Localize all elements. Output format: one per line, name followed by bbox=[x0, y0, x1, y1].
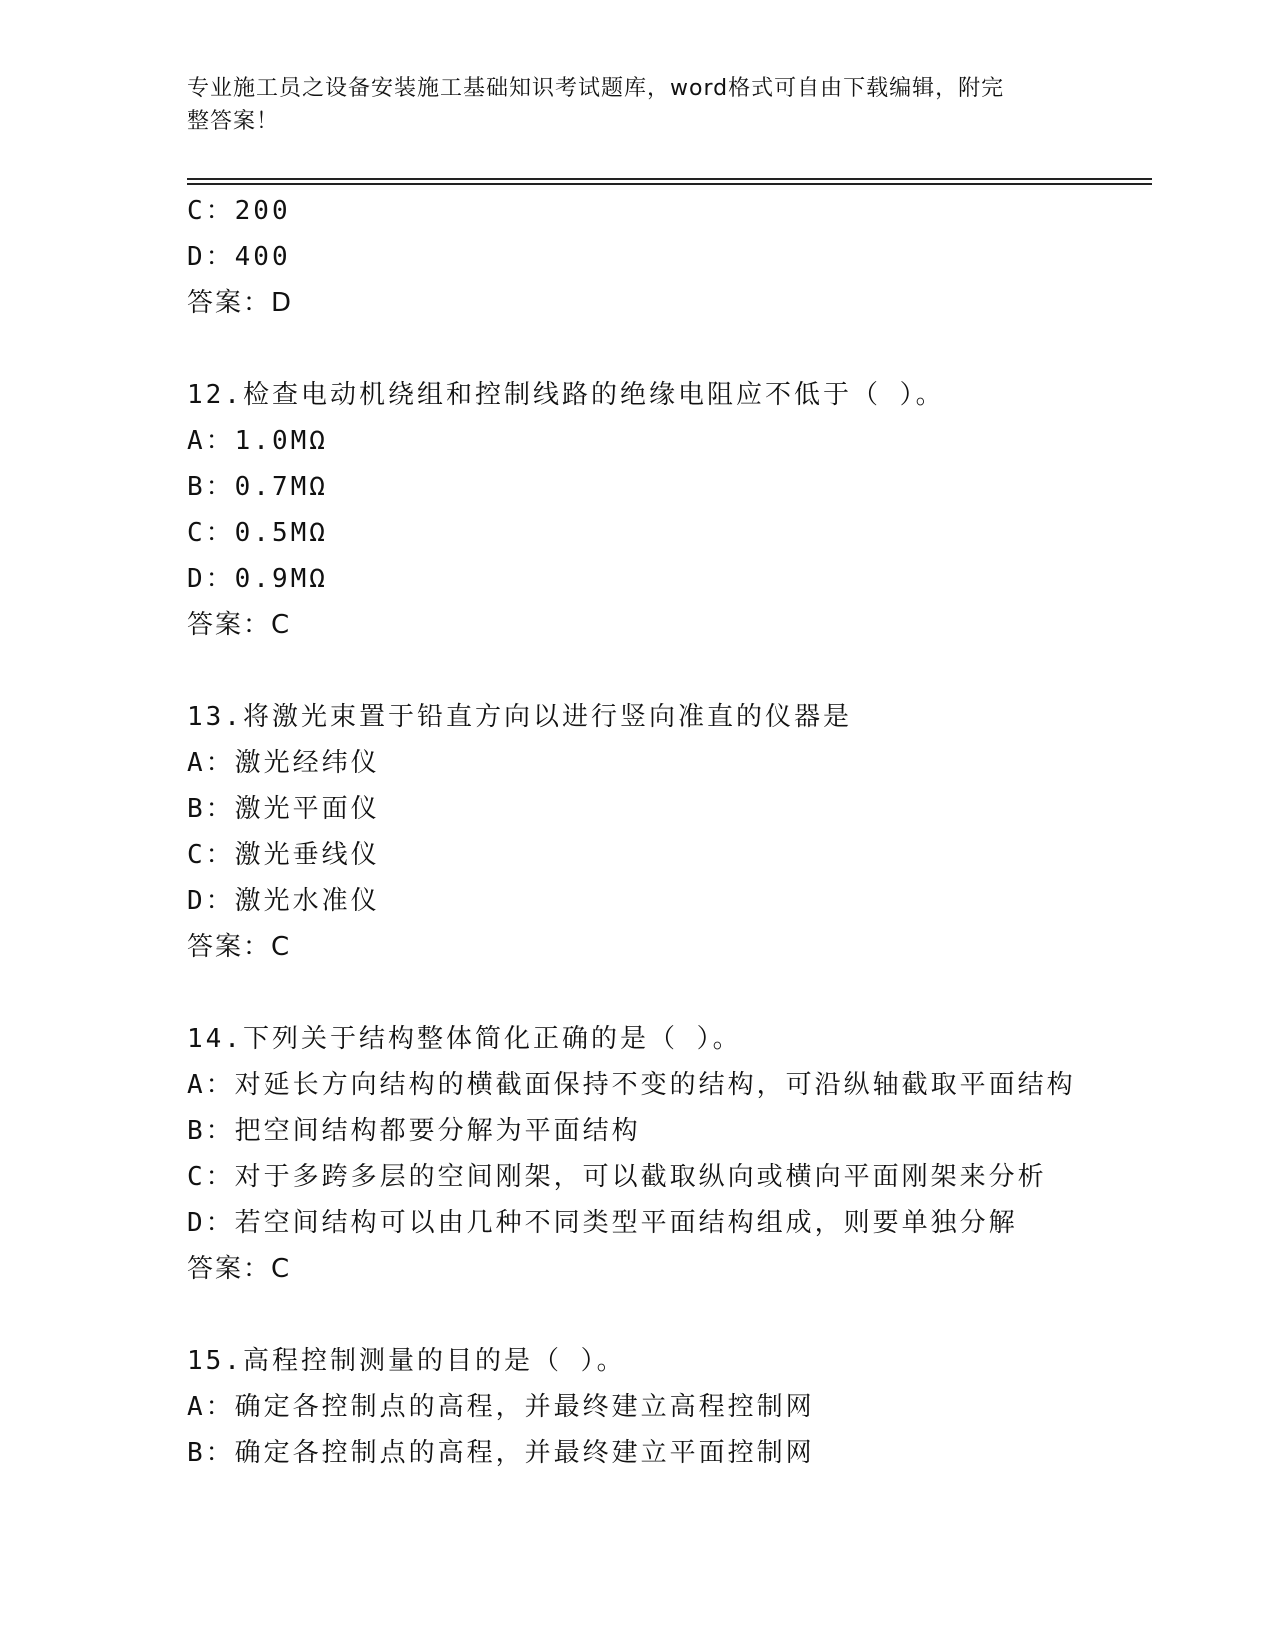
answer-line bbox=[187, 602, 1152, 648]
option-d: D：激光水准仪 bbox=[187, 886, 380, 916]
answer-value: D bbox=[271, 288, 294, 318]
question-14 bbox=[187, 1016, 1152, 1292]
answer-line bbox=[187, 1246, 1152, 1292]
option-d: D：若空间结构可以由几种不同类型平面结构组成，则要单独分解 bbox=[187, 1208, 1018, 1238]
question-13 bbox=[187, 694, 1152, 970]
question-15 bbox=[187, 1338, 1152, 1476]
question-list bbox=[187, 188, 1152, 1476]
header-line-1: 专业施工员之设备安装施工基础知识考试题库，word格式可自由下载编辑，附完 bbox=[187, 76, 1005, 101]
option-a: A：1.0MΩ bbox=[187, 426, 328, 456]
spacer bbox=[187, 648, 1152, 694]
question-11-continuation bbox=[187, 188, 1152, 326]
option-d: D：0.9MΩ bbox=[187, 564, 328, 594]
answer-label: 答案： bbox=[187, 288, 272, 318]
option-c: C：0.5MΩ bbox=[187, 518, 328, 548]
option-c: C：激光垂线仪 bbox=[187, 840, 380, 870]
answer-value: C bbox=[271, 610, 292, 640]
answer-line bbox=[187, 924, 1152, 970]
question-12 bbox=[187, 372, 1152, 648]
question-stem: 14.下列关于结构整体简化正确的是（ ）。 bbox=[187, 1024, 742, 1054]
answer-line bbox=[187, 280, 1152, 326]
answer-value: C bbox=[271, 932, 292, 962]
answer-label: 答案： bbox=[187, 932, 272, 962]
header-line-2: 整答案！ bbox=[187, 109, 280, 134]
question-stem: 15.高程控制测量的目的是（ ）。 bbox=[187, 1346, 626, 1376]
spacer bbox=[187, 326, 1152, 372]
option-a: A：对延长方向结构的横截面保持不变的结构，可沿纵轴截取平面结构 bbox=[187, 1070, 1076, 1100]
answer-label: 答案： bbox=[187, 1254, 272, 1284]
option-c: C：200 bbox=[187, 196, 291, 226]
option-d: D：400 bbox=[187, 242, 291, 272]
option-a: A：激光经纬仪 bbox=[187, 748, 380, 778]
option-a: A：确定各控制点的高程，并最终建立高程控制网 bbox=[187, 1392, 815, 1422]
spacer bbox=[187, 1292, 1152, 1338]
answer-value: C bbox=[271, 1254, 292, 1284]
answer-label: 答案： bbox=[187, 610, 272, 640]
option-b: B：确定各控制点的高程，并最终建立平面控制网 bbox=[187, 1438, 815, 1468]
question-stem: 12.检查电动机绕组和控制线路的绝缘电阻应不低于（ ）。 bbox=[187, 380, 945, 410]
option-c: C：对于多跨多层的空间刚架，可以截取纵向或横向平面刚架来分析 bbox=[187, 1162, 1047, 1192]
header-divider-top bbox=[187, 178, 1152, 180]
question-stem: 13.将激光束置于铅直方向以进行竖向准直的仪器是 bbox=[187, 702, 852, 732]
option-b: B：激光平面仪 bbox=[187, 794, 380, 824]
document-header bbox=[187, 72, 1077, 138]
option-b: B：0.7MΩ bbox=[187, 472, 328, 502]
header-divider-bottom bbox=[187, 183, 1152, 185]
option-b: B：把空间结构都要分解为平面结构 bbox=[187, 1116, 641, 1146]
spacer bbox=[187, 970, 1152, 1016]
